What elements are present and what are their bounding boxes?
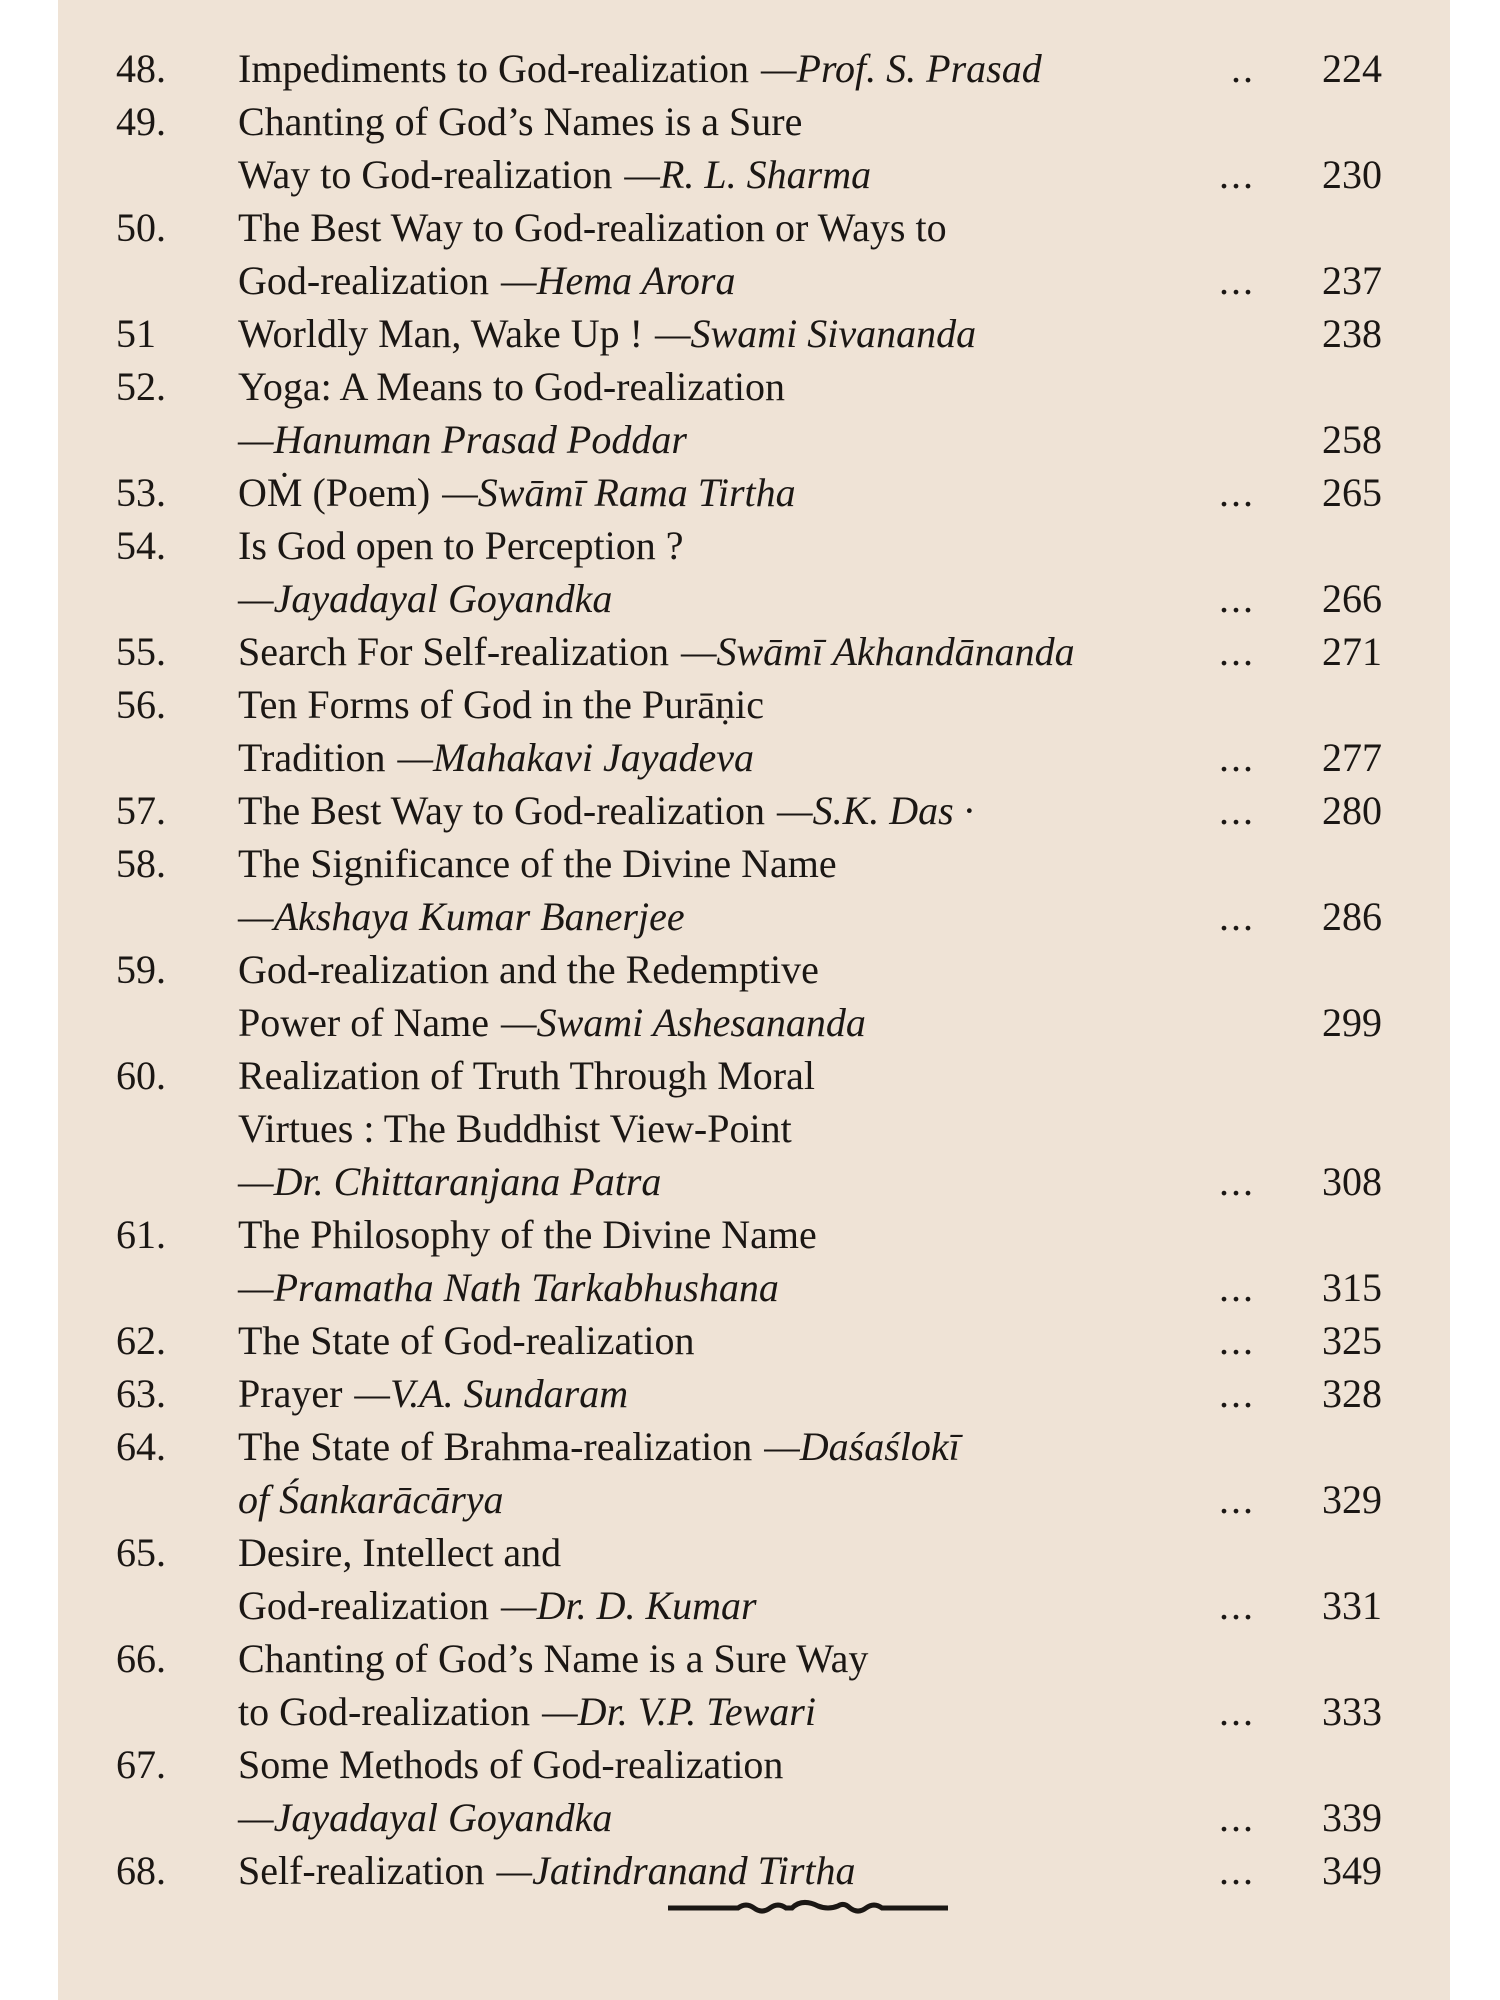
page-number: 277 — [1322, 735, 1382, 780]
title-text: The State of God-realization — [238, 1318, 695, 1363]
entry-title — [238, 360, 785, 413]
toc-line — [58, 466, 1450, 519]
page-number: 271 — [1322, 629, 1382, 674]
toc-line — [58, 519, 1450, 572]
leader-dots: ... — [1219, 152, 1255, 197]
title-text: God-realization and the Redemptive — [238, 947, 819, 992]
page-number: 286 — [1322, 894, 1382, 939]
leader-dots: ... — [1219, 1477, 1255, 1522]
entry-author: —Pramatha Nath Tarkabhushana — [238, 1265, 779, 1310]
toc-line — [58, 1526, 1450, 1579]
title-text: Prayer — [238, 1371, 343, 1416]
entry-number: 61. — [116, 1212, 166, 1257]
entry-number: 62. — [116, 1318, 166, 1363]
toc-line — [58, 890, 1450, 943]
leader-dots: .. — [1231, 46, 1255, 91]
toc-line — [58, 784, 1450, 837]
toc-line — [58, 1791, 1450, 1844]
page-number: 315 — [1322, 1265, 1382, 1310]
entry-title — [238, 1314, 694, 1367]
entry-author: —Dr. V.P. Tewari — [542, 1689, 816, 1734]
page-number: 265 — [1322, 470, 1382, 515]
entry-number: 51 — [116, 311, 156, 356]
leader-dots: ... — [1219, 1371, 1255, 1416]
leader-dots: ... — [1219, 1265, 1255, 1310]
entry-author: —Hanuman Prasad Poddar — [238, 417, 687, 462]
title-text: Power of Name — [238, 1000, 490, 1045]
toc-entry — [58, 1632, 1450, 1738]
entry-author: —Jayadayal Goyandka — [238, 576, 613, 621]
title-text: Impediments to God-realization — [238, 46, 749, 91]
entry-number: 64. — [116, 1424, 166, 1469]
toc-line — [58, 1579, 1450, 1632]
page-number: 238 — [1322, 311, 1382, 356]
title-text: The Best Way to God-realization — [238, 788, 765, 833]
toc-line — [58, 148, 1450, 201]
toc-line — [58, 1420, 1450, 1473]
toc-line — [58, 572, 1450, 625]
entry-title — [238, 1844, 856, 1897]
toc-line — [58, 95, 1450, 148]
toc-line — [58, 413, 1450, 466]
entry-title — [238, 1049, 815, 1102]
page-number: 237 — [1322, 258, 1382, 303]
title-text: Desire, Intellect and — [238, 1530, 562, 1575]
toc-line — [58, 1314, 1450, 1367]
entry-title — [238, 413, 687, 466]
entry-title — [238, 837, 837, 890]
toc-line — [58, 1685, 1450, 1738]
entry-number: 48. — [116, 46, 166, 91]
entry-number: 58. — [116, 841, 166, 886]
title-text: Yoga: A Means to God-realization — [238, 364, 785, 409]
entry-author: —S.K. Das · — [777, 788, 974, 833]
toc-line — [58, 1473, 1450, 1526]
title-text: Tradition — [238, 735, 386, 780]
toc-entry — [58, 1420, 1450, 1526]
title-text: God-realization — [238, 1583, 489, 1628]
leader-dots: ... — [1219, 788, 1255, 833]
toc-entry — [58, 466, 1450, 519]
entry-title — [238, 1473, 504, 1526]
entry-author: —Swami Ashesananda — [501, 1000, 866, 1045]
toc-entry — [58, 360, 1450, 466]
leader-dots: ... — [1219, 894, 1255, 939]
entry-title — [238, 307, 976, 360]
toc-entry — [58, 1844, 1450, 1897]
toc-line — [58, 625, 1450, 678]
entry-title — [238, 1685, 816, 1738]
entry-number: 50. — [116, 205, 166, 250]
entry-title — [238, 996, 866, 1049]
title-text: Self-realization — [238, 1848, 485, 1893]
entry-number: 59. — [116, 947, 166, 992]
entry-number: 54. — [116, 523, 166, 568]
entry-number: 63. — [116, 1371, 166, 1416]
entry-number: 53. — [116, 470, 166, 515]
entry-number: 52. — [116, 364, 166, 409]
leader-dots: ... — [1219, 735, 1255, 780]
toc-line — [58, 1844, 1450, 1897]
page-number: 280 — [1322, 788, 1382, 833]
toc-line — [58, 360, 1450, 413]
toc-entry — [58, 784, 1450, 837]
toc-line — [58, 1738, 1450, 1791]
toc-entry — [58, 1314, 1450, 1367]
entry-title — [238, 1791, 612, 1844]
book-page — [58, 0, 1450, 2000]
toc-line — [58, 254, 1450, 307]
entry-author: —Swāmī Rama Tirtha — [442, 470, 796, 515]
toc-entry — [58, 519, 1450, 625]
entry-title — [238, 95, 802, 148]
toc-line — [58, 943, 1450, 996]
leader-dots: ... — [1219, 1159, 1255, 1204]
entry-author: —Akshaya Kumar Banerjee — [238, 894, 685, 939]
entry-title — [238, 519, 683, 572]
title-text: Realization of Truth Through Moral — [238, 1053, 815, 1098]
entry-title — [238, 1261, 779, 1314]
title-text: Chanting of God’s Name is a Sure Way — [238, 1636, 869, 1681]
entry-author: —Dr. Chittaranjana Patra — [238, 1159, 662, 1204]
leader-dots: ... — [1219, 1318, 1255, 1363]
leader-dots: ... — [1219, 1689, 1255, 1734]
entry-title — [238, 201, 947, 254]
leader-dots: ... — [1219, 629, 1255, 674]
title-text: The Significance of the Divine Name — [238, 841, 837, 886]
entry-author: —Swami Sivananda — [654, 311, 977, 356]
leader-dots: ... — [1219, 1795, 1255, 1840]
entry-title — [238, 1420, 960, 1473]
page-number: 325 — [1322, 1318, 1382, 1363]
entry-number: 67. — [116, 1742, 166, 1787]
entry-number: 65. — [116, 1530, 166, 1575]
page-number: 230 — [1322, 152, 1382, 197]
title-text: Is God open to Perception ? — [238, 523, 684, 568]
entry-number: 60. — [116, 1053, 166, 1098]
entry-title — [238, 466, 796, 519]
entry-author: —Jatindranand Tirtha — [496, 1848, 856, 1893]
entry-title — [238, 890, 685, 943]
toc-entry — [58, 1526, 1450, 1632]
title-text: God-realization — [238, 258, 489, 303]
title-text: Virtues : The Buddhist View-Point — [238, 1106, 792, 1151]
title-text: Worldly Man, Wake Up ! — [238, 311, 643, 356]
toc-line — [58, 837, 1450, 890]
entry-title — [238, 731, 754, 784]
toc-line — [58, 42, 1450, 95]
entry-title — [238, 148, 871, 201]
entry-author: of Śankarācārya — [238, 1477, 504, 1522]
entry-title — [238, 1526, 561, 1579]
entry-author: —Jayadayal Goyandka — [238, 1795, 613, 1840]
entry-author: —Swāmī Akhandānanda — [680, 629, 1075, 674]
entry-author: —Prof. S. Prasad — [760, 46, 1042, 91]
entry-author: —V.A. Sundaram — [354, 1371, 629, 1416]
leader-dots: ... — [1219, 576, 1255, 621]
title-text: Chanting of God’s Names is a Sure — [238, 99, 803, 144]
entry-number: 55. — [116, 629, 166, 674]
title-text: Ten Forms of God in the Purāṇic — [238, 682, 765, 727]
entry-title — [238, 1738, 783, 1791]
page-number: 258 — [1322, 417, 1382, 462]
toc-line — [58, 1208, 1450, 1261]
toc-entry — [58, 307, 1450, 360]
toc-entry — [58, 1367, 1450, 1420]
toc-entry — [58, 1049, 1450, 1208]
toc-line — [58, 1261, 1450, 1314]
entry-title — [238, 1102, 792, 1155]
page-number: 308 — [1322, 1159, 1382, 1204]
toc-entry — [58, 625, 1450, 678]
toc-line — [58, 731, 1450, 784]
title-text: Search For Self-realization — [238, 629, 669, 674]
table-of-contents — [58, 42, 1450, 1897]
toc-entry — [58, 95, 1450, 201]
toc-entry — [58, 42, 1450, 95]
toc-line — [58, 201, 1450, 254]
ornament-divider — [668, 1896, 948, 1920]
toc-entry — [58, 1208, 1450, 1314]
toc-line — [58, 996, 1450, 1049]
entry-title — [238, 1579, 757, 1632]
toc-line — [58, 1049, 1450, 1102]
toc-line — [58, 307, 1450, 360]
entry-title — [238, 1155, 661, 1208]
entry-title — [238, 1208, 817, 1261]
entry-author: —R. L. Sharma — [624, 152, 872, 197]
toc-entry — [58, 201, 1450, 307]
title-text: The State of Brahma-realization — [238, 1424, 753, 1469]
title-text: to God-realization — [238, 1689, 531, 1734]
entry-author: —Daśaślokī — [764, 1424, 960, 1469]
title-text: Some Methods of God-realization — [238, 1742, 784, 1787]
leader-dots: ... — [1219, 258, 1255, 303]
entry-number: 66. — [116, 1636, 166, 1681]
entry-number: 49. — [116, 99, 166, 144]
page-number: 339 — [1322, 1795, 1382, 1840]
toc-line — [58, 678, 1450, 731]
leader-dots: ... — [1219, 1848, 1255, 1893]
entry-number: 68. — [116, 1848, 166, 1893]
toc-entry — [58, 678, 1450, 784]
toc-entry — [58, 1738, 1450, 1844]
page-number: 224 — [1322, 46, 1382, 91]
entry-title — [238, 678, 764, 731]
toc-line — [58, 1367, 1450, 1420]
page-number: 266 — [1322, 576, 1382, 621]
entry-title — [238, 254, 735, 307]
entry-title — [238, 1367, 628, 1420]
entry-title — [238, 42, 1042, 95]
entry-title — [238, 625, 1075, 678]
toc-line — [58, 1102, 1450, 1155]
page-number: 328 — [1322, 1371, 1382, 1416]
title-text: OṀ (Poem) — [238, 470, 431, 515]
entry-number: 57. — [116, 788, 166, 833]
entry-author: —Dr. D. Kumar — [501, 1583, 757, 1628]
leader-dots: ... — [1219, 1583, 1255, 1628]
page-number: 333 — [1322, 1689, 1382, 1734]
entry-title — [238, 1632, 868, 1685]
title-text: The Best Way to God-realization or Ways to — [238, 205, 947, 250]
entry-author: —Hema Arora — [501, 258, 736, 303]
toc-line — [58, 1632, 1450, 1685]
page-number: 331 — [1322, 1583, 1382, 1628]
entry-title — [238, 572, 612, 625]
page-number: 349 — [1322, 1848, 1382, 1893]
title-text: The Philosophy of the Divine Name — [238, 1212, 817, 1257]
page-number: 299 — [1322, 1000, 1382, 1045]
toc-line — [58, 1155, 1450, 1208]
leader-dots: ... — [1219, 470, 1255, 515]
toc-entry — [58, 837, 1450, 943]
entry-author: —Mahakavi Jayadeva — [397, 735, 754, 780]
entry-number: 56. — [116, 682, 166, 727]
toc-entry — [58, 943, 1450, 1049]
page-number: 329 — [1322, 1477, 1382, 1522]
entry-title — [238, 784, 974, 837]
entry-title — [238, 943, 819, 996]
title-text: Way to God-realization — [238, 152, 613, 197]
